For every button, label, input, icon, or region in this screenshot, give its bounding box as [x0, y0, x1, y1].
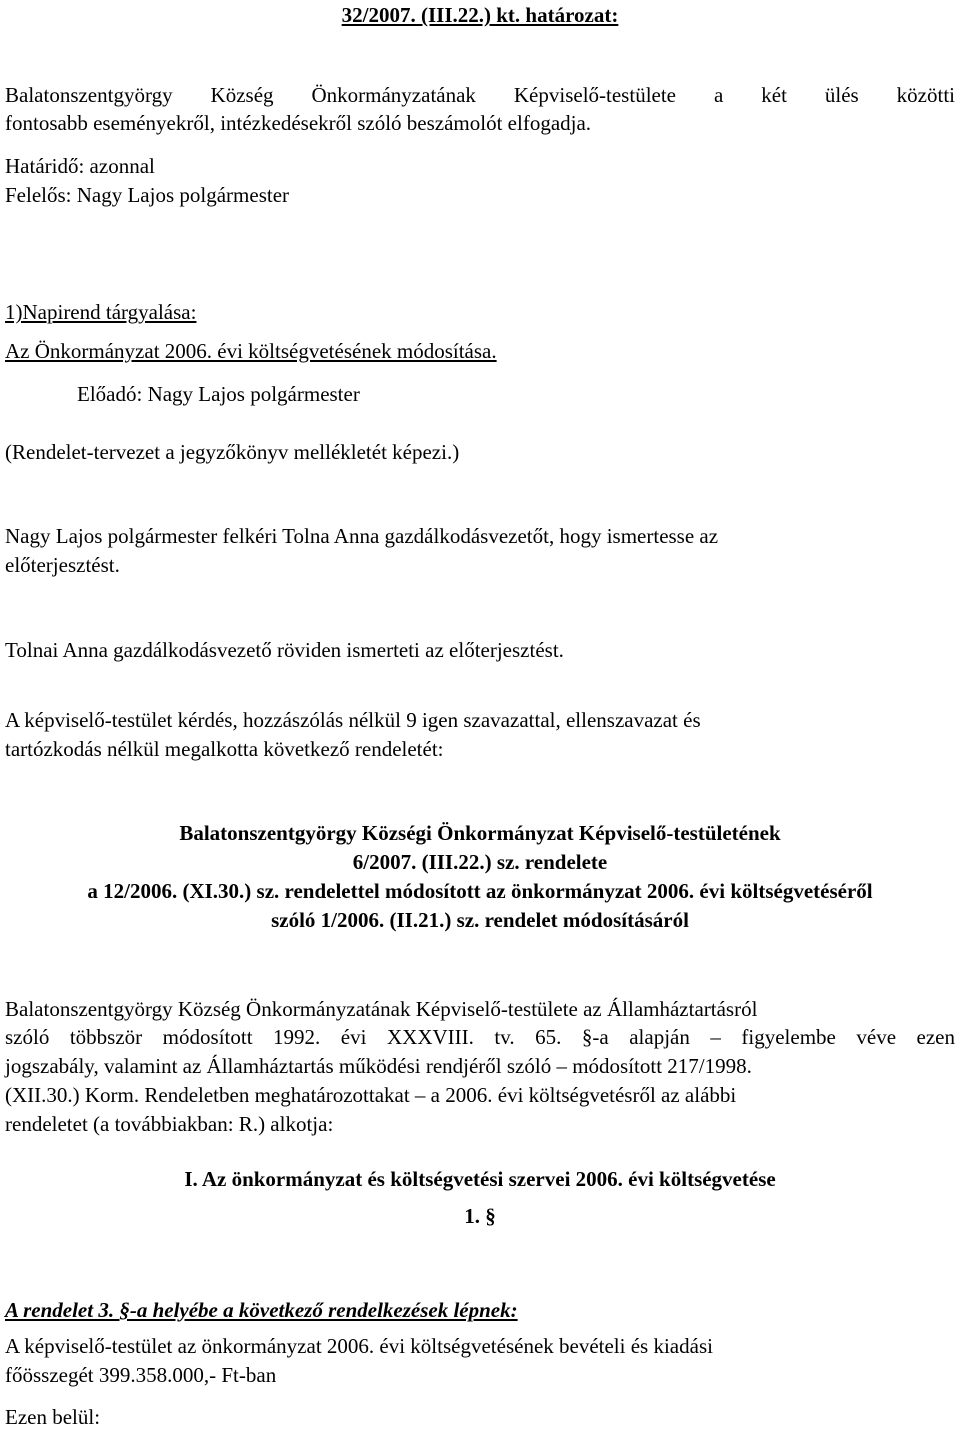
within-label: Ezen belül: — [5, 1405, 101, 1429]
decree-title-line-1: Balatonszentgyörgy Községi Önkormányzat Képviselő-testületének — [179, 821, 781, 845]
preamble-line-4: (XII.30.) Korm. Rendeletben meghatározottakat – a 2006. évi költségvetésről az alábbi — [5, 1083, 737, 1107]
chapter-title: I. Az önkormányzat és költségvetési szervei 2006. évi költségvetése — [184, 1167, 776, 1191]
presenter: Előadó: Nagy Lajos polgármester — [77, 382, 360, 406]
amendment-heading: A rendelet 3. §-a helyébe a következő rendelkezések lépnek: — [5, 1298, 518, 1322]
draft-note: (Rendelet-tervezet a jegyzőkönyv mellékletét képezi.) — [5, 440, 460, 464]
responsible: Felelős: Nagy Lajos polgármester — [5, 183, 290, 207]
preamble-line-1: Balatonszentgyörgy Község Önkormányzatának Képviselő-testülete az Államháztartásról — [5, 997, 758, 1021]
preamble-line-3: jogszabály, valamint az Államháztartás működési rendjéről szóló – módosított 217/1998. — [5, 1054, 752, 1078]
preamble-line-2: szóló többször módosított 1992. évi XXXVIII. tv. 65. §-a alapján – figyelembe véve ezen — [5, 1025, 955, 1049]
request-paragraph-line-1: Nagy Lajos polgármester felkéri Tolna Anna gazdálkodásvezetőt, hogy ismertesse az — [5, 524, 719, 548]
resolution-text-line-1: Balatonszentgyörgy Község Önkormányzatának Képviselő-testülete a két ülés közötti — [5, 83, 955, 107]
section-number: 1. § — [464, 1204, 496, 1228]
decree-title-line-2: 6/2007. (III.22.) sz. rendelete — [352, 850, 608, 874]
deadline: Határidő: azonnal — [5, 154, 155, 178]
resolution-title: 32/2007. (III.22.) kt. határozat: — [341, 3, 619, 27]
agenda-topic: Az Önkormányzat 2006. évi költségvetésének módosítása. — [5, 339, 497, 363]
resolution-text-line-2: fontosabb eseményekről, intézkedésekről szóló beszámolót elfogadja. — [5, 111, 592, 135]
decree-title-line-3: a 12/2006. (XI.30.) sz. rendelettel módosított az önkormányzat 2006. évi költségvetéséről — [87, 879, 873, 903]
preamble-line-5: rendeletet (a továbbiakban: R.) alkotja: — [5, 1112, 334, 1136]
amendment-text-line-1: A képviselő-testület az önkormányzat 2006. évi költségvetésének bevételi és kiadási — [5, 1334, 713, 1358]
summary-paragraph: Tolnai Anna gazdálkodásvezető röviden ismerteti az előterjesztést. — [5, 638, 564, 662]
vote-paragraph-line-1: A képviselő-testület kérdés, hozzászólás nélkül 9 igen szavazattal, ellenszavazat és — [5, 708, 701, 732]
agenda-heading: 1)Napirend tárgyalása: — [5, 300, 197, 324]
decree-title-line-4: szóló 1/2006. (II.21.) sz. rendelet módosításáról — [271, 908, 689, 932]
request-paragraph-line-2: előterjesztést. — [5, 553, 120, 577]
amendment-text-line-2: főösszegét 399.358.000,- Ft-ban — [5, 1363, 277, 1387]
vote-paragraph-line-2: tartózkodás nélkül megalkotta következő rendeletét: — [5, 737, 444, 761]
